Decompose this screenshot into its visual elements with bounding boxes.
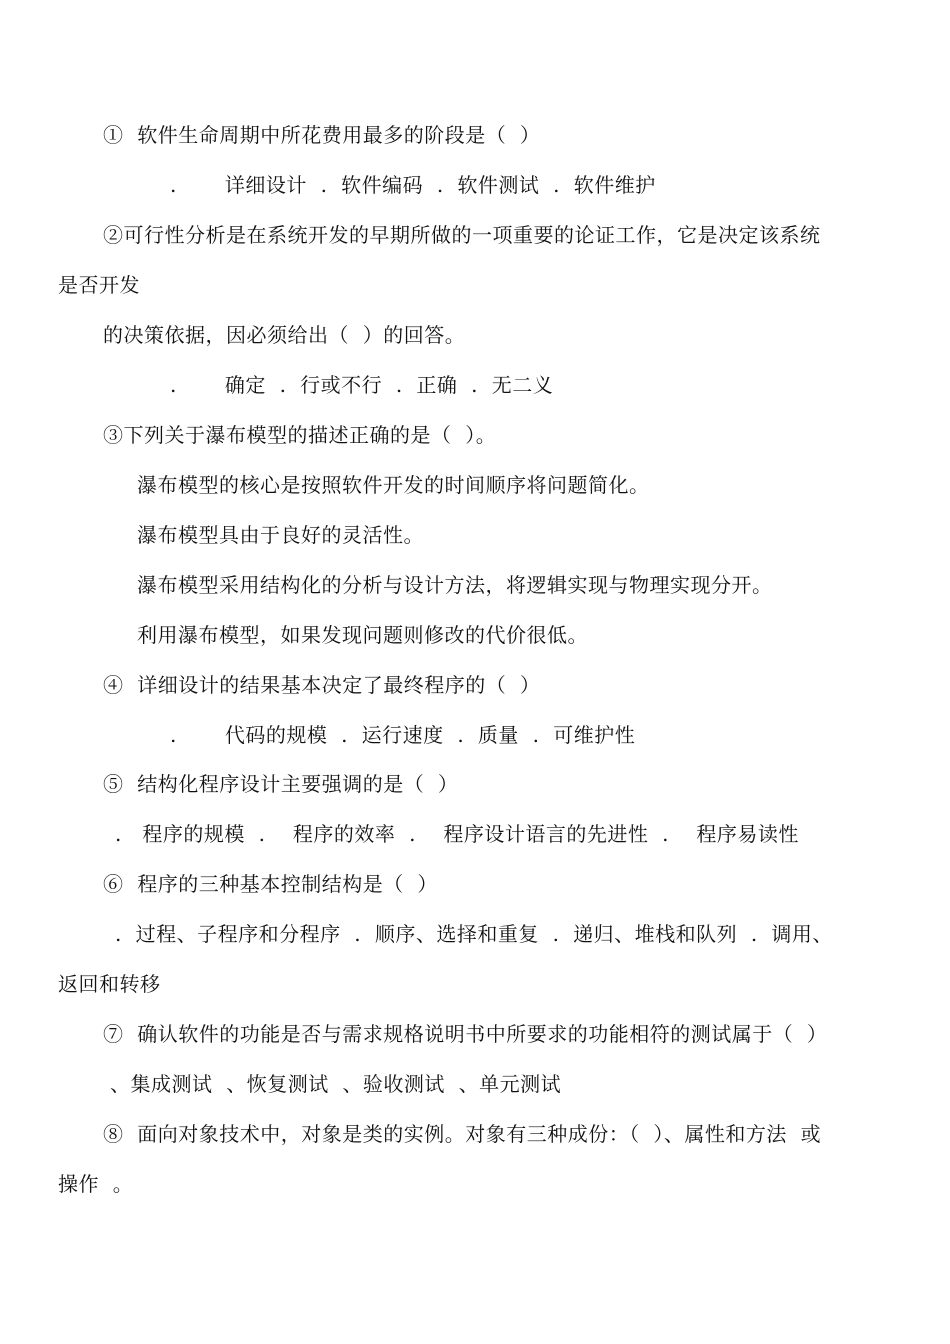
question-2-stem-line-1: ②可行性分析是在系统开发的早期所做的一项重要的论证工作，它是决定该系统 [103,223,821,247]
question-6-stem: ⑥ 程序的三种基本控制结构是（ ） [103,872,438,896]
question-8-stem-line-1: ⑧ 面向对象技术中，对象是类的实例。对象有三种成份：（ ）、属性和方法 或 [103,1122,822,1146]
question-2-options: . 确定 . 行或不行 . 正确 . 无二义 [170,373,554,397]
question-1-options: . 详细设计 . 软件编码 . 软件测试 . 软件维护 [170,173,656,197]
question-3-option-b: 瀑布模型具由于良好的灵活性。 [137,523,424,547]
question-5-stem: ⑤ 结构化程序设计主要强调的是（ ） [103,772,459,796]
question-8-stem-line-2: 操作 。 [58,1172,134,1196]
question-7-stem: ⑦ 确认软件的功能是否与需求规格说明书中所要求的功能相符的测试属于（ ） [103,1022,828,1046]
question-2-stem-line-2: 是否开发 [58,273,140,297]
question-7-options: 、集成测试 、恢复测试 、验收测试 、单元测试 [110,1072,562,1096]
question-2-stem-line-3: 的决策依据，因必须给出（ ）的回答。 [103,323,466,347]
question-5-options: . 程序的规模 . 程序的效率 . 程序设计语言的先进性 . 程序易读性 [115,822,799,846]
question-3-stem: ③下列关于瀑布模型的描述正确的是（ ）。 [103,423,497,447]
question-4-stem: ④ 详细设计的结果基本决定了最终程序的（ ） [103,673,541,697]
question-4-options: . 代码的规模 . 运行速度 . 质量 . 可维护性 [170,723,636,747]
question-6-options-line-1: . 过程、子程序和分程序 . 顺序、选择和重复 . 递归、堆栈和队列 . 调用、 [115,922,833,946]
question-3-option-d: 利用瀑布模型，如果发现问题则修改的代价很低。 [137,623,588,647]
question-1-stem: ① 软件生命周期中所花费用最多的阶段是（ ） [103,123,541,147]
question-3-option-a: 瀑布模型的核心是按照软件开发的时间顺序将问题简化。 [137,473,650,497]
question-6-options-line-2: 返回和转移 [58,972,161,996]
question-3-option-c: 瀑布模型采用结构化的分析与设计方法，将逻辑实现与物理实现分开。 [137,573,773,597]
